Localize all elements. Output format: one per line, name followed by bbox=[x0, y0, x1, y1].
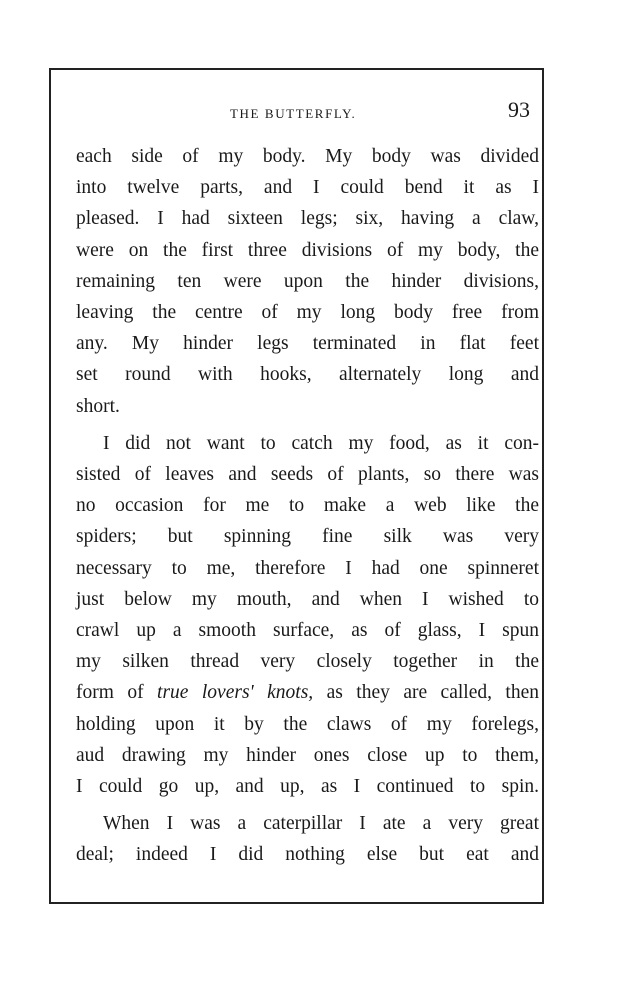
text-line: leaving the centre of my long body free from bbox=[76, 302, 539, 324]
text-line: pleased. I had sixteen legs; six, having a claw, bbox=[76, 208, 539, 230]
text-line: sisted of leaves and seeds of plants, so there was bbox=[76, 464, 539, 486]
text-segment: form of bbox=[76, 682, 158, 704]
text-line: holding upon it by the claws of my forelegs, bbox=[76, 713, 539, 735]
text-line: I did not want to catch my food, as it con- bbox=[103, 432, 539, 454]
text-line: into twelve parts, and I could bend it as I bbox=[76, 177, 539, 199]
text-line: were on the first three divisions of my body, the bbox=[76, 239, 539, 261]
text-line: each side of my body. My body was divided bbox=[76, 146, 539, 167]
paragraph-3 bbox=[76, 808, 539, 870]
text-line: spiders; but spinning fine silk was very bbox=[76, 526, 539, 548]
text-line: deal; indeed I did nothing else but eat and bbox=[76, 844, 539, 866]
text-line: set round with hooks, alternately long and bbox=[76, 364, 539, 386]
text-line: crawl up a smooth surface, as of glass, I spun bbox=[76, 620, 539, 642]
text-line: I could go up, and up, as I continued to spin. bbox=[76, 776, 539, 798]
italic-phrase: true lovers' knots, bbox=[157, 682, 314, 704]
text-line: no occasion for me to make a web like the bbox=[76, 495, 539, 517]
text-line: just below my mouth, and when I wished to bbox=[76, 588, 539, 610]
page-number: 93 bbox=[508, 97, 530, 122]
body-text bbox=[76, 141, 539, 871]
text-line: necessary to me, therefore I had one spinneret bbox=[76, 557, 539, 579]
text-line: remaining ten were upon the hinder divisions, bbox=[76, 270, 539, 292]
text-line: short. bbox=[76, 395, 120, 417]
text-line: aud drawing my hinder ones close up to them, bbox=[76, 744, 539, 766]
text-line: When I was a caterpillar I ate a very great bbox=[103, 813, 539, 835]
text-line bbox=[76, 677, 539, 708]
running-head: THE BUTTERFLY. bbox=[230, 106, 357, 121]
text-segment: as they are called, then bbox=[313, 682, 539, 704]
paragraph-2 bbox=[76, 428, 539, 802]
paragraph-1 bbox=[76, 141, 539, 422]
text-line: my silken thread very closely together in the bbox=[76, 651, 539, 673]
text-line: any. My hinder legs terminated in flat feet bbox=[76, 333, 539, 355]
